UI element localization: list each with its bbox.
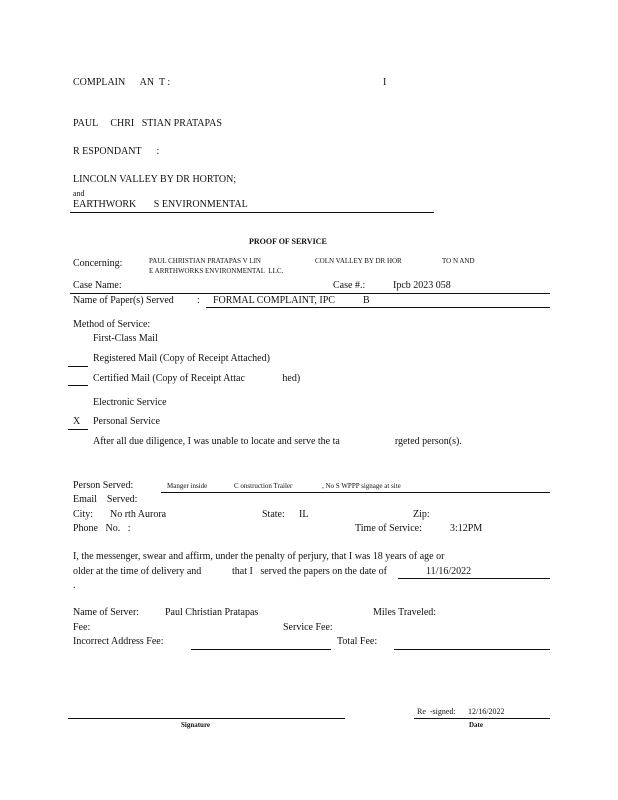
header-divider xyxy=(70,212,434,213)
fee-label: Fee: xyxy=(73,622,91,633)
email-served-label: Email Served: xyxy=(73,494,138,505)
method-option-certified: Certified Mail (Copy of Receipt Attac hed) xyxy=(93,373,301,384)
concerning-line1-b: COLN VALLEY BY DR HOR xyxy=(315,257,402,265)
miles-traveled-label: Miles Traveled: xyxy=(373,607,437,618)
method-option-electronic: Electronic Service xyxy=(93,397,167,408)
city-value: No rth Aurora xyxy=(110,509,167,520)
respondent-line1: LINCOLN VALLEY BY DR HORTON; xyxy=(73,174,237,185)
person-served-line xyxy=(161,492,550,493)
zip-label: Zip: xyxy=(413,509,430,520)
certified-checkbox-line[interactable] xyxy=(68,385,88,386)
server-name-label: Name of Server: xyxy=(73,607,140,618)
person-served-b: C onstruction Trailer xyxy=(234,482,293,490)
total-fee-label: Total Fee: xyxy=(337,636,378,647)
phone-label: Phone No. : xyxy=(73,523,131,534)
resigned-label: Re -signed: xyxy=(417,707,456,716)
complainant-name: PAUL CHRI STIAN PRATAPAS xyxy=(73,118,222,129)
affirmation-line2-b: that I served the papers on the date of xyxy=(232,566,387,577)
service-date-line xyxy=(398,578,550,579)
registered-checkbox-line[interactable] xyxy=(68,366,88,367)
case-number-label: Case #.: xyxy=(333,280,366,291)
incorrect-fee-line[interactable] xyxy=(191,649,331,650)
papers-served-line xyxy=(206,307,550,308)
case-name-label: Case Name: xyxy=(73,280,122,291)
signature-line[interactable] xyxy=(68,718,345,719)
respondant-label: R ESPONDANT : xyxy=(73,146,160,157)
resigned-date: 12/16/2022 xyxy=(468,707,505,716)
personal-service-mark: X xyxy=(73,416,81,427)
method-option-unable: After all due diligence, I was unable to locate and serve the ta rgeted person(s). xyxy=(93,436,462,447)
affirmation-dot: . xyxy=(73,580,76,591)
cursor-marker: I xyxy=(383,77,387,88)
papers-served-value: FORMAL COMPLAINT, IPC xyxy=(213,295,335,306)
time-of-service-label: Time of Service: xyxy=(355,523,422,534)
person-served-a: Manger inside xyxy=(167,482,208,490)
total-fee-line[interactable] xyxy=(394,649,550,650)
page-title: PROOF OF SERVICE xyxy=(249,237,327,246)
method-of-service-label: Method of Service: xyxy=(73,319,151,330)
method-option-registered: Registered Mail (Copy of Receipt Attached) xyxy=(93,353,270,364)
state-value: IL xyxy=(299,509,309,520)
concerning-line2: E ARRTHWORKS ENVIRONMENTAL LLC. xyxy=(149,267,284,275)
complainant-label: COMPLAIN AN T : xyxy=(73,77,171,88)
signature-label: Signature xyxy=(181,721,211,729)
server-name: Paul Christian Pratapas xyxy=(165,607,259,618)
service-date: 11/16/2022 xyxy=(426,566,472,577)
papers-served-label: Name of Paper(s) Served xyxy=(73,295,174,306)
concerning-line1-c: TO N AND xyxy=(442,257,475,265)
respondent-and: and xyxy=(73,189,85,198)
person-served-label: Person Served: xyxy=(73,480,134,491)
affirmation-line2-a: older at the time of delivery and xyxy=(73,566,202,577)
papers-served-suffix: B xyxy=(363,295,370,306)
service-fee-label: Service Fee: xyxy=(283,622,333,633)
case-name-line xyxy=(70,293,550,294)
case-number: Ipcb 2023 058 xyxy=(393,280,451,291)
date-label: Date xyxy=(469,721,483,729)
respondent-line2: EARTHWORK S ENVIRONMENTAL xyxy=(73,199,248,210)
state-label: State: xyxy=(262,509,285,520)
papers-colon: : xyxy=(197,295,200,306)
method-option-personal: Personal Service xyxy=(93,416,160,427)
person-served-c: , No S WPPP signage at site xyxy=(322,482,401,490)
city-label: City: xyxy=(73,509,94,520)
incorrect-address-fee-label: Incorrect Address Fee: xyxy=(73,636,164,647)
time-of-service-value: 3:12PM xyxy=(450,523,483,534)
concerning-line1-a: PAUL CHRISTIAN PRATAPAS V LIN xyxy=(149,257,261,265)
affirmation-line1: I, the messenger, swear and affirm, under the penalty of perjury, that I was 18 years of age or xyxy=(73,551,445,562)
method-option-first-class: First-Class Mail xyxy=(93,333,158,344)
personal-checkbox-line[interactable] xyxy=(68,429,88,430)
date-line[interactable] xyxy=(414,718,550,719)
concerning-label: Concerning: xyxy=(73,258,123,269)
